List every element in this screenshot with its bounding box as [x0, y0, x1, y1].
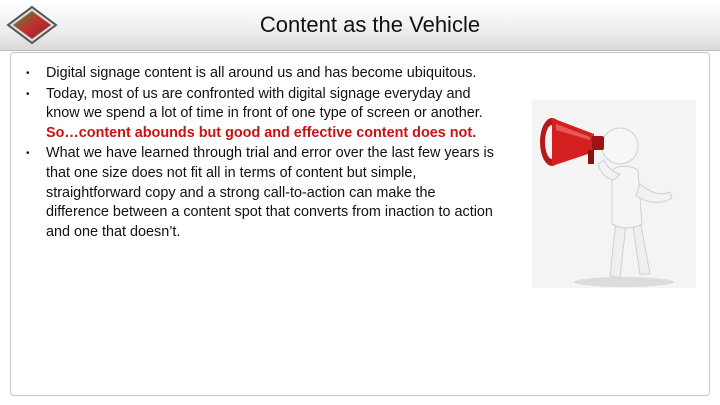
page-title: Content as the Vehicle: [259, 12, 481, 37]
bullet-emphasis: So…content abounds but good and effective content does not.: [46, 124, 477, 141]
bullet-text: What we have learned through trial and error over the last few years is that one size does not fit all in terms of content but simple, straightforward copy and a strong call-to-action can make the difference between a content spot that converts from inaction to action and one that doesn’t.: [46, 145, 494, 240]
bullet-marker: •: [26, 148, 30, 160]
diamond-logo-icon: [6, 5, 58, 45]
list-item: [18, 85, 498, 144]
title-bar: [0, 0, 720, 51]
bullet-marker: •: [26, 88, 30, 100]
bullet-text: Today, most of us are confronted with digital signage everyday and know we spend a lot of time in front of one type of screen or another.: [46, 85, 483, 122]
bullet-list: [18, 64, 498, 243]
bullet-text: Digital signage content is all around us and has become ubiquitous.: [46, 65, 477, 81]
bullet-marker: •: [26, 68, 30, 79]
list-item: [18, 144, 498, 242]
person-with-megaphone-icon: [532, 100, 696, 288]
list-item: [18, 64, 498, 84]
